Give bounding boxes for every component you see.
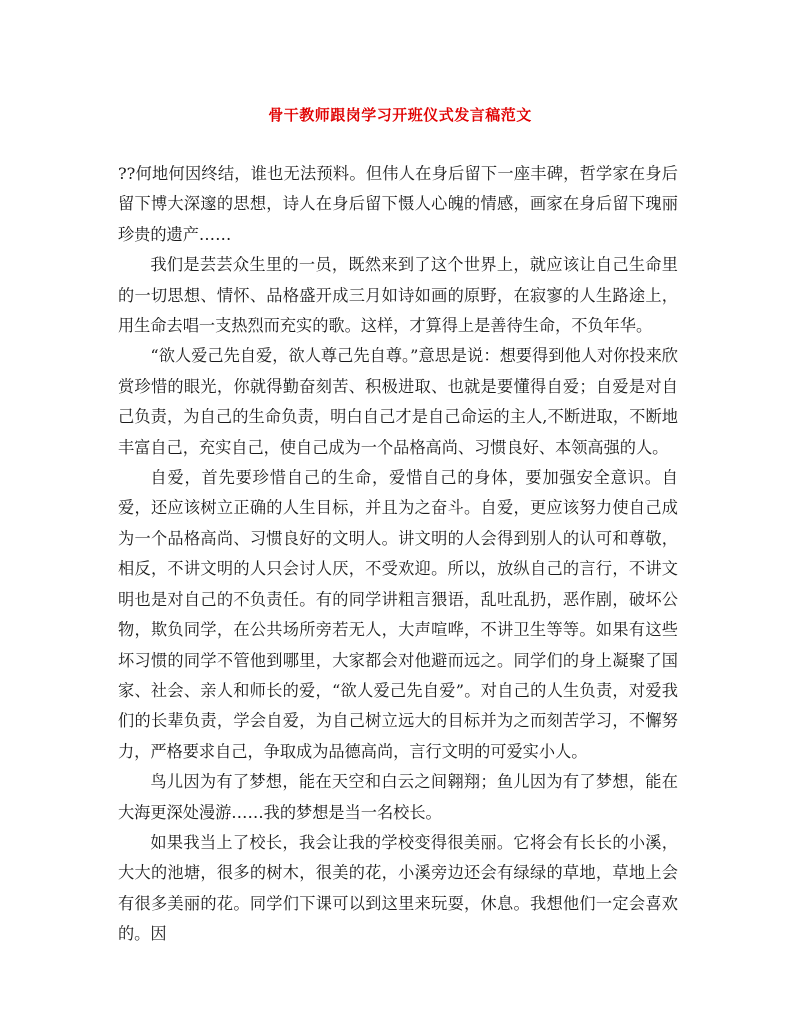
paragraph: 我们是芸芸众生里的一员，既然来到了这个世界上，就应该让自己生命里的一切思想、情怀、品格盛开成三月如诗如画的原野，在寂寥的人生路途上，用生命去唱一支热烈而充实的歌。这样，才算得上是善待生命，不负年华。 [118, 255, 678, 336]
paragraph: 如果我当上了校长，我会让我的学校变得很美丽。它将会有长长的小溪，大大的池塘，很多的树木，很美的花，小溪旁边还会有绿绿的草地，草地上会有很多美丽的花。同学们下课可以到这里来玩耍，休息。我想他们一定会喜欢的。因 [118, 832, 678, 944]
paragraph: “欲人爱己先自爱，欲人尊己先自尊。”意思是说：想要得到他人对你投来欣赏珍惜的眼光，你就得勤奋刻苦、积极进取、也就是要懂得自爱；自爱是对自己负责，为自己的生命负责，明白自己才是自己命运的主人,不断进取，不断地丰富自己，充实自己，使自己成为一个品格高尚、习惯良好、本领高强的人。 [118, 346, 678, 457]
document-body [118, 159, 678, 950]
paragraph: ??何地何因终结，谁也无法预料。但伟人在身后留下一座丰碑，哲学家在身后留下博大深邃的思想，诗人在身后留下慑人心魄的情感，画家在身后留下瑰丽珍贵的遗产…… [118, 164, 678, 244]
paragraph: 自爱，首先要珍惜自己的生命，爱惜自己的身体，要加强安全意识。自爱，还应该树立正确的人生目标，并且为之奋斗。自爱，更应该努力使自己成为一个品格高尚、习惯良好的文明人。讲文明的人会得到别人的认可和尊敬，相反，不讲文明的人只会讨人厌，不受欢迎。所以，放纵自己的言行，不讲文明也是对自己的不负责任。有的同学讲粗言猥语，乱吐乱扔，恶作剧，破坏公物，欺负同学，在公共场所旁若无人，大声喧哗，不讲卫生等等。如果有这些坏习惯的同学不管他到哪里，大家都会对他避而远之。同学们的身上凝聚了国家、社会、亲人和师长的爱，“欲人爱己先自爱”。对自己的人生负责，对爱我们的长辈负责，学会自爱，为自己树立远大的目标并为之而刻苦学习，不懈努力，严格要求自己，争取成为品德高尚，言行文明的可爱实小人。 [118, 468, 678, 761]
document-title: 骨干教师跟岗学习开班仪式发言稿范文 [268, 106, 532, 124]
paragraph: 鸟儿因为有了梦想，能在天空和白云之间翱翔；鱼儿因为有了梦想，能在大海更深处漫游……我的梦想是当一名校长。 [118, 772, 678, 822]
